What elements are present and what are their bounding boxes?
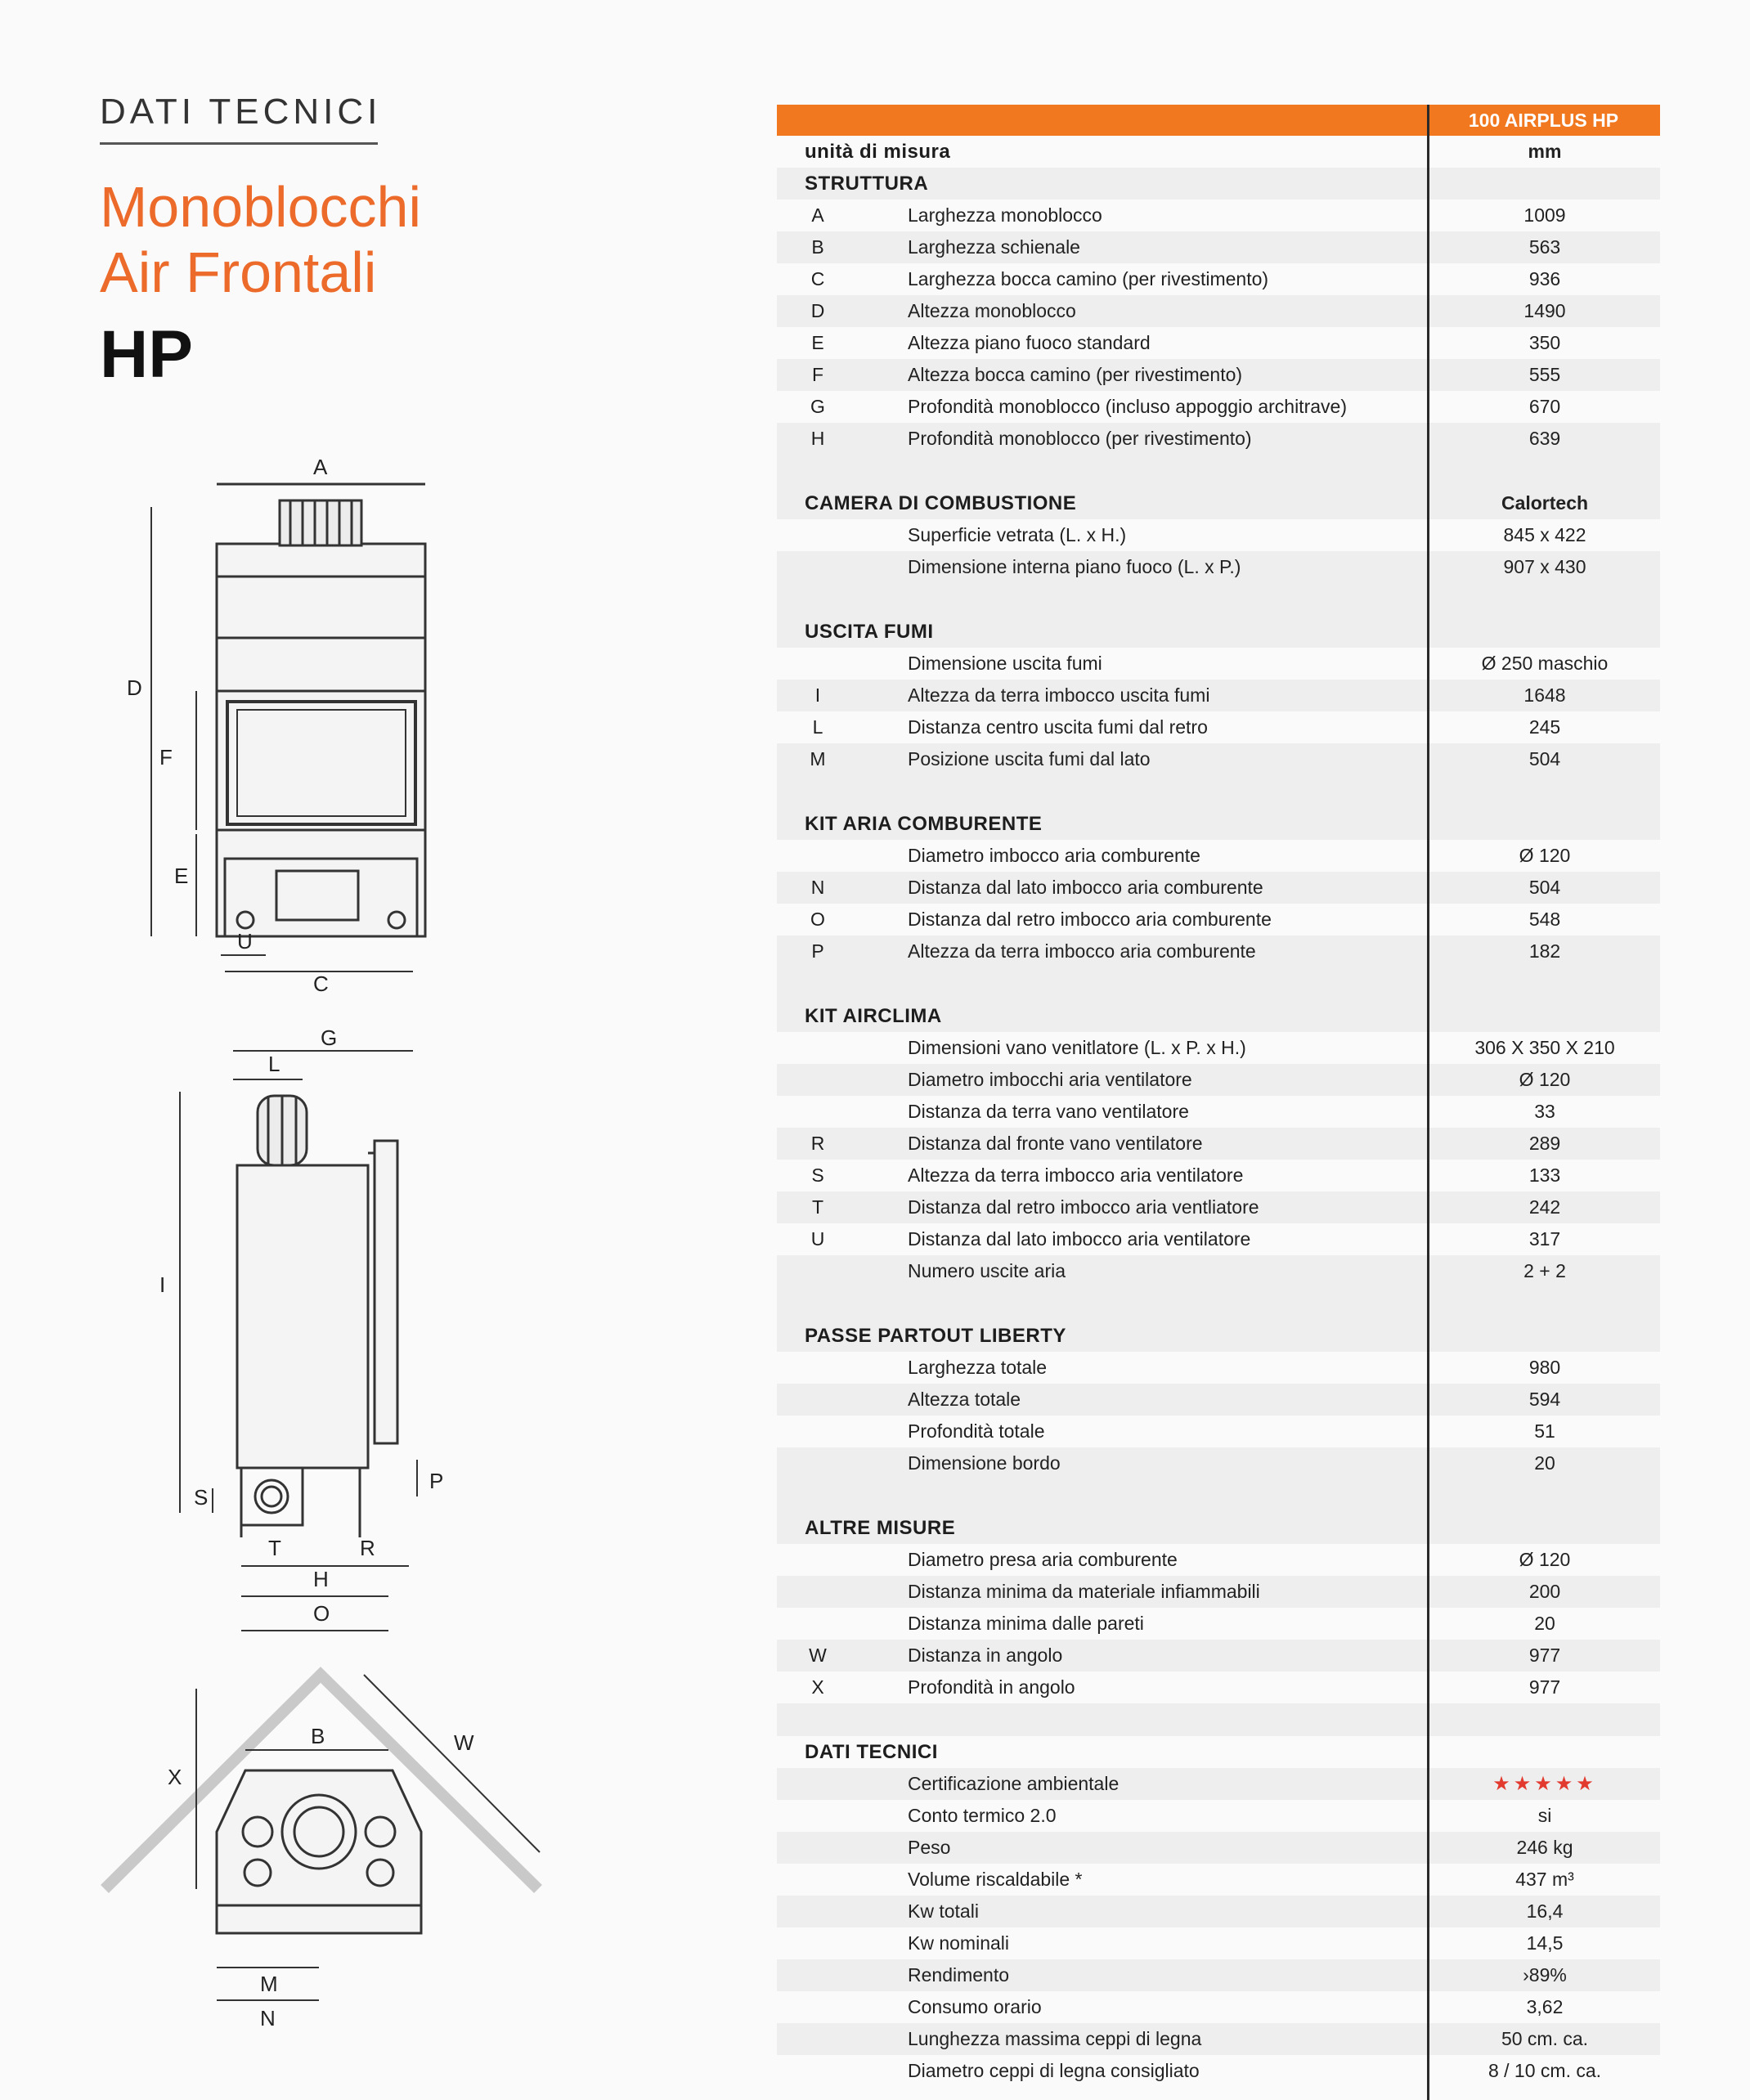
- row-label: Diametro ceppi di legna consigliato: [908, 2060, 1200, 2081]
- product-title: [100, 174, 590, 305]
- section-label: DATI TECNICI: [100, 92, 382, 132]
- row-label: Volume riscaldabile *: [908, 1869, 1083, 1890]
- row-value: 16,4: [1526, 1900, 1564, 1922]
- row-value: 317: [1528, 1228, 1561, 1250]
- header: [100, 92, 590, 393]
- row-value: ›89%: [1523, 1964, 1567, 1986]
- row-label: Dimensione uscita fumi: [908, 653, 1102, 674]
- section-label: PASSE PARTOUT LIBERTY: [805, 1325, 1066, 1347]
- table-row: [777, 1447, 1660, 1479]
- dim-label: S: [194, 1485, 209, 1510]
- row-code: C: [810, 268, 825, 289]
- dim-label: N: [260, 2006, 276, 2030]
- technical-drawings: [82, 442, 572, 2044]
- row-label: Posizione uscita fumi dal lato: [908, 748, 1151, 770]
- row-value: 977: [1528, 1676, 1561, 1698]
- drawings-svg: [82, 442, 572, 2044]
- table-section-row: [777, 168, 1660, 200]
- row-label: Peso: [908, 1837, 951, 1858]
- dim-label: H: [313, 1567, 329, 1591]
- dim-label: D: [127, 675, 142, 700]
- table-row: [777, 231, 1660, 263]
- product-title-line2: Air Frontali: [100, 240, 377, 304]
- row-label: Larghezza monoblocco: [908, 204, 1102, 226]
- row-value: 1009: [1523, 204, 1566, 226]
- row-label: Distanza dal retro imbocco aria ventliatore: [908, 1196, 1259, 1218]
- row-code: U: [810, 1228, 825, 1250]
- table-section-row: [777, 136, 1660, 168]
- table-row: [777, 1576, 1660, 1608]
- table-section-row: [777, 487, 1660, 519]
- row-label: Conto termico 2.0: [908, 1805, 1057, 1826]
- section-rule: [100, 142, 378, 145]
- row-code: A: [811, 204, 824, 226]
- row-value: 1490: [1523, 300, 1566, 321]
- table-spacer-row: [777, 583, 1660, 616]
- table-row: [777, 872, 1660, 904]
- row-value: Ø 250 maschio: [1481, 653, 1609, 674]
- row-label: Altezza da terra imbocco aria comburente: [908, 940, 1256, 962]
- table-section-row: [777, 1320, 1660, 1352]
- dim-label: W: [454, 1730, 474, 1755]
- row-value: 182: [1528, 940, 1561, 962]
- row-value: 51: [1534, 1420, 1555, 1442]
- row-code: R: [810, 1133, 825, 1154]
- section-value: Calortech: [1501, 492, 1589, 514]
- row-value: 504: [1528, 748, 1561, 770]
- table-row: [777, 1128, 1660, 1160]
- row-value: 33: [1534, 1101, 1555, 1122]
- row-value: 2 + 2: [1523, 1260, 1566, 1281]
- table-row: [777, 1032, 1660, 1064]
- table-row: [777, 327, 1660, 359]
- row-label: Dimensione bordo: [908, 1452, 1061, 1474]
- table-section-row: [777, 1736, 1660, 1768]
- row-label: Profondità monoblocco (per rivestimento): [908, 428, 1252, 449]
- row-value: 563: [1528, 236, 1561, 258]
- dim-label: E: [174, 864, 189, 888]
- row-label: Larghezza schienale: [908, 236, 1080, 258]
- column-divider: [1427, 105, 1429, 2100]
- table-row: [777, 840, 1660, 872]
- table-spacer-row: [777, 775, 1660, 808]
- dim-label: I: [159, 1272, 166, 1297]
- product-title-line1: Monoblocchi: [100, 175, 421, 239]
- row-label: Kw totali: [908, 1900, 979, 1922]
- product-subtitle: HP: [100, 317, 193, 392]
- table-row: [777, 1255, 1660, 1287]
- row-label: Distanza in angolo: [908, 1645, 1063, 1666]
- row-value: Ø 120: [1519, 1549, 1571, 1570]
- row-code: H: [810, 428, 825, 449]
- dim-label: P: [429, 1469, 444, 1493]
- section-label: DATI TECNICI: [805, 1741, 938, 1763]
- row-value: 3,62: [1526, 1996, 1564, 2017]
- table-row: [777, 1416, 1660, 1447]
- row-code: T: [811, 1196, 824, 1218]
- dim-label: A: [313, 455, 328, 479]
- table-row: [777, 1384, 1660, 1416]
- row-value: 555: [1528, 364, 1561, 385]
- row-label: Distanza centro uscita fumi dal retro: [908, 716, 1208, 738]
- row-code: F: [811, 364, 824, 385]
- row-value: 242: [1528, 1196, 1561, 1218]
- row-label: Diametro imbocco aria comburente: [908, 845, 1200, 866]
- row-value: 200: [1528, 1581, 1561, 1602]
- row-label: Altezza piano fuoco standard: [908, 332, 1151, 353]
- row-label: Superficie vetrata (L. x H.): [908, 524, 1127, 545]
- row-value: Ø 120: [1519, 1069, 1571, 1090]
- row-code: W: [809, 1645, 827, 1666]
- row-value: 980: [1528, 1357, 1561, 1378]
- table-row: [777, 263, 1660, 295]
- row-value: 133: [1528, 1164, 1561, 1186]
- row-code: S: [811, 1164, 824, 1186]
- table-row: [777, 648, 1660, 680]
- table-row: [777, 2055, 1660, 2087]
- side-view-drawing: [180, 1051, 417, 1631]
- row-value: 20: [1534, 1613, 1555, 1634]
- section-value: mm: [1528, 141, 1562, 162]
- table-row: [777, 1864, 1660, 1896]
- row-label: Distanza da terra vano ventilatore: [908, 1101, 1189, 1122]
- row-label: Kw nominali: [908, 1932, 1009, 1954]
- row-label: Profondità in angolo: [908, 1676, 1075, 1698]
- section-label: CAMERA DI COMBUSTIONE: [805, 492, 1077, 514]
- row-code: B: [811, 236, 824, 258]
- model-header: 100 AIRPLUS HP: [1468, 110, 1619, 131]
- table-row: [777, 359, 1660, 391]
- table-section-row: [777, 616, 1660, 648]
- dim-label: F: [159, 745, 173, 770]
- table-section-row: [777, 1512, 1660, 1544]
- section-label: USCITA FUMI: [805, 621, 934, 643]
- row-code: P: [811, 940, 824, 962]
- table-row: [777, 1191, 1660, 1223]
- table-section-row: [777, 1000, 1660, 1032]
- table-row: [777, 1640, 1660, 1671]
- row-code: L: [812, 716, 823, 738]
- row-label: Certificazione ambientale: [908, 1773, 1120, 1794]
- table-row: [777, 519, 1660, 551]
- table-row: [777, 1768, 1660, 1800]
- row-value: 1648: [1523, 684, 1566, 706]
- table-row: [777, 711, 1660, 743]
- row-value: 548: [1528, 909, 1561, 930]
- table-row: [777, 2023, 1660, 2055]
- row-value: 907 x 430: [1503, 556, 1586, 577]
- table-row: [777, 1608, 1660, 1640]
- table-row: [777, 551, 1660, 583]
- row-code: I: [814, 684, 821, 706]
- row-label: Altezza da terra imbocco aria ventilatore: [908, 1164, 1244, 1186]
- row-code: M: [810, 748, 826, 770]
- table-row: [777, 1223, 1660, 1255]
- row-label: Distanza dal fronte vano ventilatore: [908, 1133, 1203, 1154]
- table-row: [777, 1800, 1660, 1832]
- row-value: 845 x 422: [1503, 524, 1586, 545]
- table-row: [777, 1896, 1660, 1927]
- row-label: Larghezza totale: [908, 1357, 1048, 1378]
- dim-label: C: [313, 971, 329, 996]
- dim-label: G: [321, 1025, 338, 1050]
- table-row: [777, 936, 1660, 967]
- dim-label: T: [268, 1536, 281, 1560]
- table-row: [777, 1160, 1660, 1191]
- row-value: 670: [1528, 396, 1561, 417]
- row-value: 504: [1528, 877, 1561, 898]
- dim-label: B: [311, 1724, 325, 1748]
- table-spacer-row: [777, 455, 1660, 487]
- row-value: 306 X 350 X 210: [1474, 1037, 1615, 1058]
- table-section-row: [777, 808, 1660, 840]
- section-label: KIT AIRCLIMA: [805, 1005, 942, 1027]
- section-label: ALTRE MISURE: [805, 1517, 956, 1539]
- table-row: [777, 1959, 1660, 1991]
- row-value: 936: [1528, 268, 1561, 289]
- row-label: Distanza dal retro imbocco aria comburente: [908, 909, 1272, 930]
- row-label: Altezza da terra imbocco uscita fumi: [908, 684, 1210, 706]
- row-value: 594: [1528, 1389, 1561, 1410]
- row-value: 20: [1534, 1452, 1555, 1474]
- row-label: Distanza minima dalle pareti: [908, 1613, 1144, 1634]
- table-row: [777, 200, 1660, 231]
- table-row: [777, 1832, 1660, 1864]
- row-value: 437 m³: [1515, 1869, 1574, 1890]
- row-code: D: [810, 300, 825, 321]
- section-label: unità di misura: [805, 141, 951, 163]
- spec-table: [777, 105, 1660, 2081]
- row-label: Numero uscite aria: [908, 1260, 1066, 1281]
- row-label: Distanza minima da materiale infiammabili: [908, 1581, 1260, 1602]
- row-code: G: [810, 396, 825, 417]
- dim-label: R: [360, 1536, 375, 1560]
- row-value: Ø 120: [1519, 845, 1571, 866]
- table-row: [777, 743, 1660, 775]
- table-row: [777, 1544, 1660, 1576]
- row-label: Diametro presa aria comburente: [908, 1549, 1178, 1570]
- table-row: [777, 391, 1660, 423]
- row-value: 50 cm. ca.: [1501, 2028, 1589, 2049]
- row-label: Altezza totale: [908, 1389, 1021, 1410]
- row-label: Rendimento: [908, 1964, 1010, 1986]
- table-row: [777, 1352, 1660, 1384]
- section-label: STRUTTURA: [805, 173, 929, 195]
- table-row: [777, 680, 1660, 711]
- row-label: Diametro imbocchi aria ventilatore: [908, 1069, 1192, 1090]
- row-value: 14,5: [1526, 1932, 1564, 1954]
- row-label: Larghezza bocca camino (per rivestimento): [908, 268, 1269, 289]
- rating-stars: ★★★★★: [1492, 1773, 1597, 1795]
- table-spacer-row: [777, 967, 1660, 1000]
- row-value: 350: [1528, 332, 1561, 353]
- table-spacer-row: [777, 1479, 1660, 1512]
- row-label: Distanza dal lato imbocco aria comburente: [908, 877, 1263, 898]
- table-row: [777, 1991, 1660, 2023]
- row-value: 289: [1528, 1133, 1561, 1154]
- section-label: KIT ARIA COMBURENTE: [805, 813, 1043, 835]
- front-view-drawing: [151, 484, 425, 971]
- row-label: Profondità monoblocco (incluso appoggio architrave): [908, 396, 1347, 417]
- table-row: [777, 295, 1660, 327]
- table-header: [777, 105, 1660, 136]
- dim-label: X: [168, 1765, 182, 1789]
- dim-label: O: [313, 1601, 330, 1626]
- row-code: X: [811, 1676, 824, 1698]
- row-code: E: [811, 332, 824, 353]
- dim-label: U: [237, 929, 253, 954]
- row-value: 245: [1528, 716, 1561, 738]
- dim-label: L: [268, 1052, 280, 1076]
- row-label: Dimensione interna piano fuoco (L. x P.): [908, 556, 1241, 577]
- row-label: Altezza bocca camino (per rivestimento): [908, 364, 1243, 385]
- row-value: 8 / 10 cm. ca.: [1488, 2060, 1602, 2081]
- table-spacer-row: [777, 1703, 1660, 1736]
- row-code: O: [810, 909, 825, 930]
- table-row: [777, 1927, 1660, 1959]
- table-row: [777, 423, 1660, 455]
- row-value: 639: [1528, 428, 1561, 449]
- row-label: Altezza monoblocco: [908, 300, 1076, 321]
- table-row: [777, 1671, 1660, 1703]
- row-label: Lunghezza massima ceppi di legna: [908, 2028, 1202, 2049]
- table-row: [777, 1096, 1660, 1128]
- row-value: si: [1537, 1805, 1552, 1826]
- row-label: Profondità totale: [908, 1420, 1045, 1442]
- row-label: Consumo orario: [908, 1996, 1042, 2017]
- table-spacer-row: [777, 1287, 1660, 1320]
- row-label: Distanza dal lato imbocco aria ventilatore: [908, 1228, 1251, 1250]
- dim-label: M: [260, 1972, 278, 1996]
- row-value: 246 kg: [1516, 1837, 1573, 1858]
- row-code: N: [810, 877, 825, 898]
- table-row: [777, 1064, 1660, 1096]
- table-row: [777, 904, 1660, 936]
- row-value: 977: [1528, 1645, 1561, 1666]
- row-label: Dimensioni vano venitlatore (L. x P. x H.): [908, 1037, 1246, 1058]
